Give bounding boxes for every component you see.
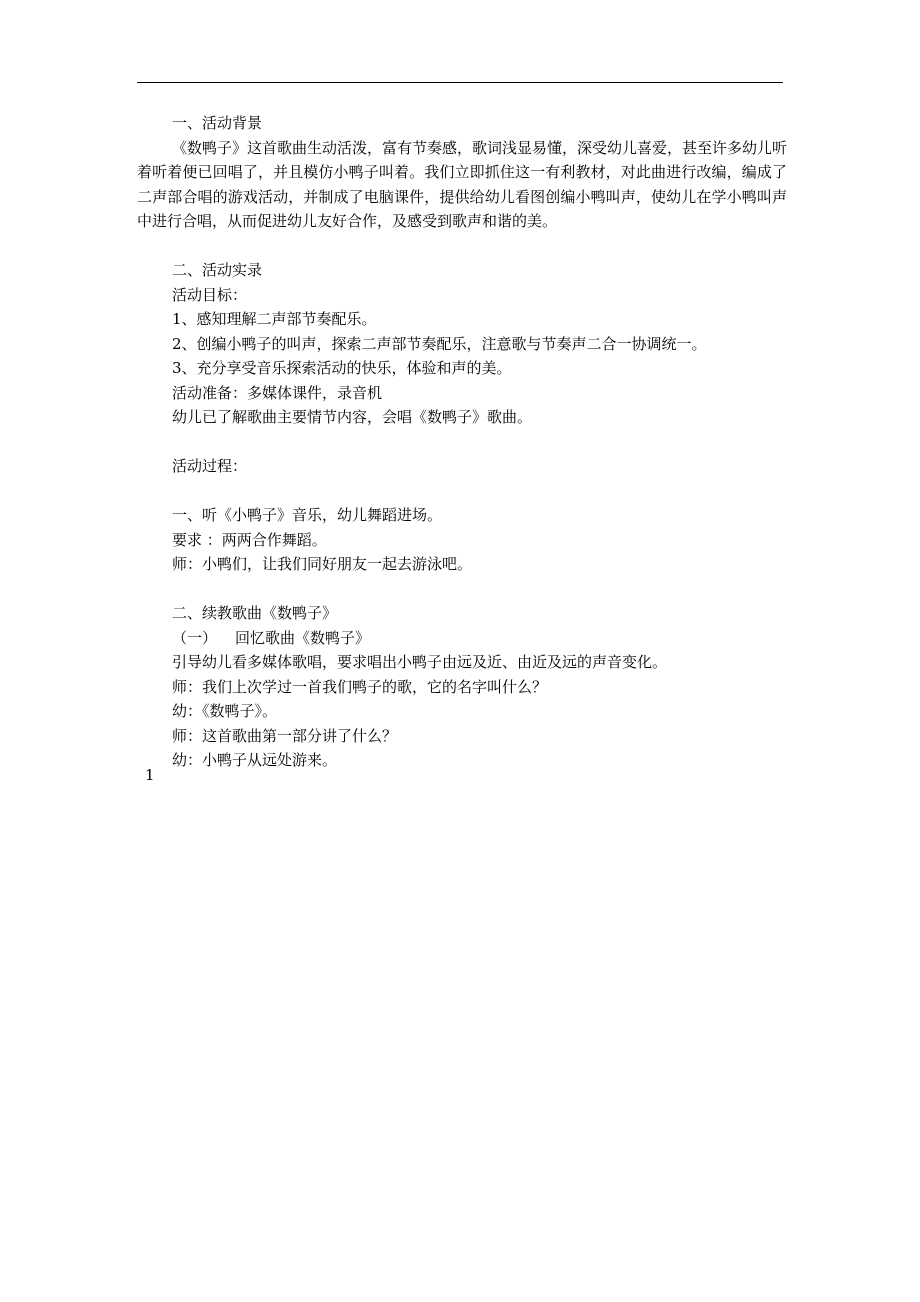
section-heading-background: 一、活动背景 [172,114,263,132]
step2-guide: 引导幼儿看多媒体歌唱，要求唱出小鸭子由远及近、由近及远的声音变化。 [172,653,668,671]
blank-line [137,577,787,602]
process-label: 活动过程： [172,457,248,475]
blank-line [137,479,787,504]
dialogue-line: 师：这首歌曲第一部分讲了什么？ [172,726,398,745]
sub-number: （一） [172,628,218,647]
background-paragraph: 《数鸭子》这首歌曲生动活泼，富有节奏感，歌词浅显易懂，深受幼儿喜爱，甚至许多幼儿听着听着便已回唱了，并且模仿小鸭子叫着。我们立即抓住这一有利教材，对此曲进行改编，编成了二声部合唱的游戏活动，并制成了电脑课件，提供给幼儿看图创编小鸭叫声，使幼儿在学小鸭叫声中进行合唱，从而促进幼儿友好合作，及感受到歌声和谐的美。 [137,138,788,230]
preparation-line: 活动准备：多媒体课件，录音机 [172,383,383,402]
goal-item-2: 2、创编小鸭子的叫声，探索二声部节奏配乐，注意歌与节奏声二合一协调统一。 [172,334,707,353]
prior-knowledge-line: 幼儿已了解歌曲主要情节内容，会唱《数鸭子》歌曲。 [172,408,533,426]
goals-label: 活动目标： [172,285,248,304]
step2-subheading [137,626,787,651]
goal-item-1: 1、感知理解二声部节奏配乐。 [172,310,377,328]
document-body [137,111,787,773]
page-number: 1 [145,766,155,784]
dialogue-line: 幼：小鸭子从远处游来。 [172,751,338,769]
step1-heading: 一、听《小鸭子》音乐，幼儿舞蹈进场。 [172,506,443,524]
section-heading-record: 二、活动实录 [172,261,263,279]
goal-item-3: 3、充分享受音乐探索活动的快乐，体验和声的美。 [172,359,512,377]
header-rule [137,82,783,83]
dialogue-line: 幼：《数鸭子》。 [172,702,278,720]
blank-line [137,430,787,455]
blank-line [137,234,787,259]
step1-requirement: 要求 ：两两合作舞蹈。 [172,530,327,549]
dialogue-line: 师：我们上次学过一首我们鸭子的歌，它的名字叫什么？ [172,677,548,696]
step2-heading: 二、续教歌曲《数鸭子》 [172,604,338,622]
sub-title: 回忆歌曲《数鸭子》 [235,628,371,647]
step1-teacher-line: 师：小鸭们，让我们同好朋友一起去游泳吧。 [172,555,473,573]
